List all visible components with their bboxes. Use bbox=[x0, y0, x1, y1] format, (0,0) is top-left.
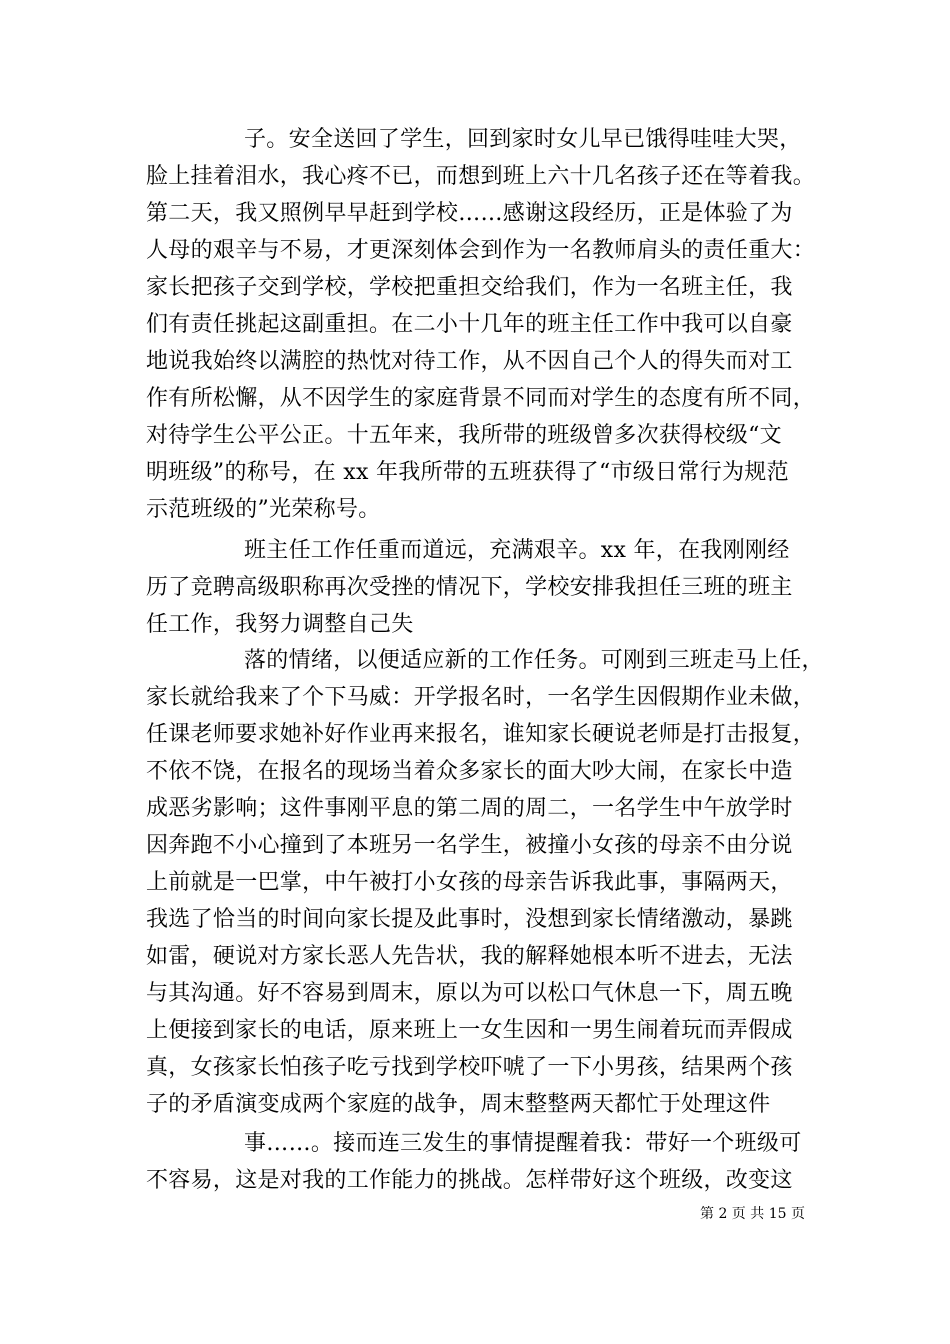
text-line: 落的情绪，以便适应新的工作任务。可刚到三班走马上任， bbox=[244, 648, 824, 673]
text-line: 子的矛盾演变成两个家庭的战争，周末整整两天都忙于处理这件 bbox=[146, 1092, 771, 1117]
text-line: 历了竞聘高级职称再次受挫的情况下，学校安排我担任三班的班主 bbox=[146, 575, 793, 600]
text-line: 第二天，我又照例早早赶到学校……感谢这段经历，正是体验了为 bbox=[146, 201, 793, 226]
text-line: 家长就给我来了个下马威：开学报名时，一名学生因假期作业未做， bbox=[146, 685, 816, 710]
text-line: 任课老师要求她补好作业再来报名，谁知家长硬说老师是打击报复， bbox=[146, 722, 816, 747]
text-line: 人母的艰辛与不易，才更深刻体会到作为一名教师肩头的责任重大： bbox=[146, 238, 816, 263]
text-line: 真，女孩家长怕孩子吃亏找到学校吓唬了一下小男孩，结果两个孩 bbox=[146, 1055, 793, 1080]
text-line: 成恶劣影响；这件事刚平息的第二周的周二，一名学生中午放学时 bbox=[146, 796, 793, 821]
page-number-footer: 第 2 页 共 15 页 bbox=[700, 1206, 805, 1222]
text-line: 与其沟通。好不容易到周末，原以为可以松口气休息一下，周五晚 bbox=[146, 981, 793, 1006]
text-line: 家长把孩子交到学校，学校把重担交给我们，作为一名班主任，我 bbox=[146, 275, 793, 300]
text-line: 地说我始终以满腔的热忱对待工作，从不因自己个人的得失而对工 bbox=[146, 349, 793, 374]
text-line: 子。安全送回了学生，回到家时女儿早已饿得哇哇大哭， bbox=[244, 127, 802, 152]
text-line: 作有所松懈，从不因学生的家庭背景不同而对学生的态度有所不同， bbox=[146, 386, 816, 411]
text-line: 脸上挂着泪水，我心疼不已，而想到班上六十几名孩子还在等着我。 bbox=[146, 164, 816, 189]
text-line: 对待学生公平公正。十五年来，我所带的班级曾多次获得校级“文 bbox=[146, 423, 782, 448]
text-line: 我选了恰当的时间向家长提及此事时，没想到家长情绪激动，暴跳 bbox=[146, 907, 793, 932]
text-line: 班主任工作任重而道远，充满艰辛。xx 年，在我刚刚经 bbox=[244, 538, 790, 563]
text-line: 不容易，这是对我的工作能力的挑战。怎样带好这个班级，改变这 bbox=[146, 1168, 793, 1193]
text-line: 上前就是一巴掌，中午被打小女孩的母亲告诉我此事，事隔两天， bbox=[146, 870, 793, 895]
text-line: 如雷，硬说对方家长恶人先告状，我的解释她根本听不进去，无法 bbox=[146, 944, 793, 969]
text-line: 上便接到家长的电话，原来班上一女生因和一男生闹着玩而弄假成 bbox=[146, 1018, 793, 1043]
text-line: 任工作，我努力调整自己失 bbox=[146, 612, 414, 637]
text-line: 不依不饶，在报名的现场当着众多家长的面大吵大闹，在家长中造 bbox=[146, 759, 793, 784]
text-line: 事……。接而连三发生的事情提醒着我：带好一个班级可 bbox=[244, 1131, 802, 1156]
text-line: 示范班级的”光荣称号。 bbox=[146, 497, 381, 522]
text-line: 明班级”的称号，在 xx 年我所带的五班获得了“市级日常行为规范 bbox=[146, 460, 789, 485]
text-line: 因奔跑不小心撞到了本班另一名学生，被撞小女孩的母亲不由分说 bbox=[146, 833, 793, 858]
text-line: 们有责任挑起这副重担。在二小十几年的班主任工作中我可以自豪 bbox=[146, 312, 793, 337]
